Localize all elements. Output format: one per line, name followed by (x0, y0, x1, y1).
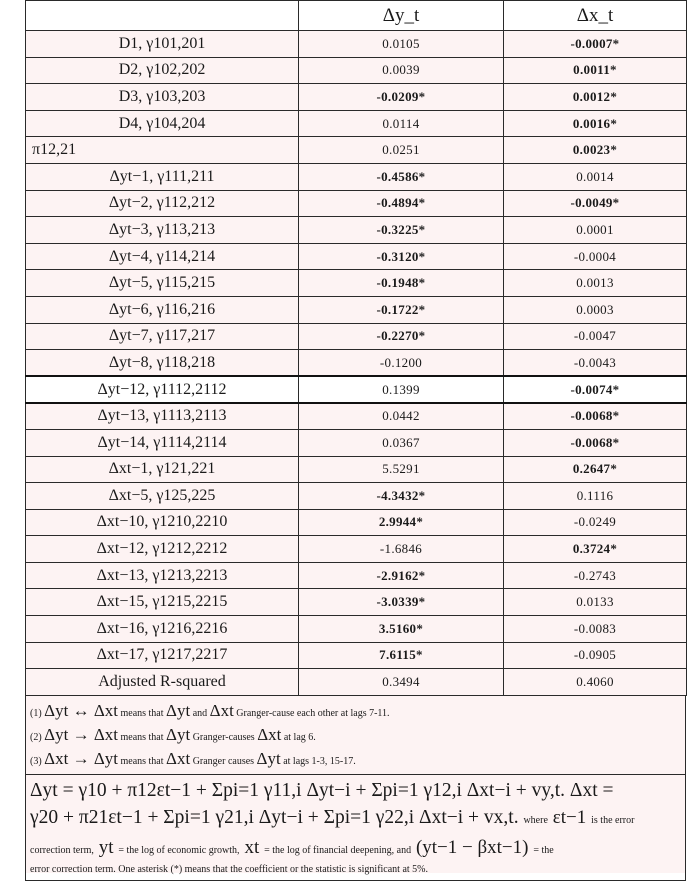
table-row (26, 84, 687, 111)
row-label: Δyt−14, γ1114,2114 (26, 429, 299, 456)
dx-coefficient-cell: -0.0249 (504, 509, 687, 536)
dx-coefficient-cell: 0.0023* (504, 137, 687, 164)
table-row (26, 616, 687, 643)
table-row (26, 403, 687, 430)
dy-coefficient-cell: 0.1399 (299, 376, 504, 403)
dy-coefficient-cell: -0.2270* (299, 323, 504, 350)
note-var: Δyt (256, 748, 281, 768)
dy-coefficient-cell: -3.0339* (299, 589, 504, 616)
table-body (26, 31, 687, 696)
equation-text: is the error (591, 814, 635, 826)
row-label: Δyt−2, γ112,212 (26, 190, 299, 217)
dx-coefficient-cell: -0.0004 (504, 243, 687, 270)
row-label: Δxt−13, γ1213,2213 (26, 562, 299, 589)
row-label: Δxt−1, γ121,221 (26, 456, 299, 483)
table-row (26, 350, 687, 377)
note-var: Δxt (257, 724, 282, 744)
row-label: D3, γ103,203 (26, 84, 299, 111)
row-label: Δyt−6, γ116,216 (26, 296, 299, 323)
note-3 (30, 748, 679, 772)
dx-coefficient-cell: 0.0001 (504, 217, 687, 244)
row-label: Δyt−7, γ117,217 (26, 323, 299, 350)
table-row (26, 509, 687, 536)
model-equations (25, 775, 686, 881)
dy-coefficient-cell: -0.1722* (299, 296, 504, 323)
equation-term: (yt−1 − βxt−1) (415, 836, 529, 858)
row-label: Adjusted R-squared (26, 669, 299, 696)
table-row (26, 31, 687, 58)
note-text: Granger-causes (192, 731, 255, 743)
dy-coefficient-cell: -0.0209* (299, 84, 504, 111)
table-row (26, 270, 687, 297)
note-text: and (192, 707, 208, 719)
table-row (26, 217, 687, 244)
coefficient-table (25, 0, 687, 696)
equation-line-1: Δyt = γ10 + π12εt−1 + Σpi=1 γ11,i Δyt−i + Σpi=1 γ12,i Δxt−i + vy,t. Δxt = (30, 779, 614, 801)
note-var: Δxt (166, 748, 191, 768)
header-dx-column: Δx_t (504, 1, 687, 31)
equation-line-2 (30, 804, 679, 834)
note-text: at lag 6. (283, 731, 316, 743)
dy-coefficient-cell: 0.0114 (299, 110, 504, 137)
header-label-column (26, 1, 299, 31)
dx-coefficient-cell: -0.0068* (504, 403, 687, 430)
row-label: Δyt−13, γ1113,2113 (26, 403, 299, 430)
dy-coefficient-cell: -2.9162* (299, 562, 504, 589)
note-2 (30, 724, 679, 748)
table-row (26, 562, 687, 589)
row-label: D2, γ102,202 (26, 57, 299, 84)
table-row (26, 190, 687, 217)
table-row (26, 57, 687, 84)
row-label: Δxt−10, γ1210,2210 (26, 509, 299, 536)
table-row (26, 429, 687, 456)
row-label: Δyt−1, γ111,211 (26, 163, 299, 190)
table-row (26, 456, 687, 483)
dy-coefficient-cell: 0.0105 (299, 31, 504, 58)
equation-text: = the log of financial deepening, and (264, 844, 412, 856)
dy-coefficient-cell: -0.4894* (299, 190, 504, 217)
row-label: π12,21 (26, 137, 299, 164)
note-text: means that (120, 755, 164, 767)
row-label: Δyt−5, γ115,215 (26, 270, 299, 297)
dy-coefficient-cell: 5.5291 (299, 456, 504, 483)
row-label: Δyt−4, γ114,214 (26, 243, 299, 270)
dx-coefficient-cell: -0.0905 (504, 642, 687, 669)
dx-coefficient-cell: 0.0013 (504, 270, 687, 297)
dx-coefficient-cell: -0.0049* (504, 190, 687, 217)
equation-text: = the log of economic growth, (118, 844, 240, 856)
dx-coefficient-cell: 0.1116 (504, 483, 687, 510)
dy-coefficient-cell: 2.9944* (299, 509, 504, 536)
table-row (26, 296, 687, 323)
dy-coefficient-cell: 3.5160* (299, 616, 504, 643)
table-row (26, 589, 687, 616)
table-row (26, 669, 687, 696)
row-label: Δxt−17, γ1217,2217 (26, 642, 299, 669)
note-1 (30, 700, 679, 724)
row-label: D4, γ104,204 (26, 110, 299, 137)
dy-coefficient-cell: -0.1948* (299, 270, 504, 297)
dx-coefficient-cell: 0.0014 (504, 163, 687, 190)
dy-coefficient-cell: -4.3432* (299, 483, 504, 510)
equation-text: correction term, (30, 844, 94, 856)
row-label: Δyt−12, γ1112,2112 (26, 376, 299, 403)
table-row (26, 163, 687, 190)
dy-coefficient-cell: -1.6846 (299, 536, 504, 563)
dx-coefficient-cell: -0.0083 (504, 616, 687, 643)
row-label: Δxt−15, γ1215,2215 (26, 589, 299, 616)
table-row (26, 642, 687, 669)
dx-coefficient-cell: -0.0068* (504, 429, 687, 456)
dy-coefficient-cell: -0.3225* (299, 217, 504, 244)
dx-coefficient-cell: -0.0043 (504, 350, 687, 377)
note-text: Granger causes (192, 755, 255, 767)
dy-coefficient-cell: 0.0251 (299, 137, 504, 164)
note-number: (3) (30, 755, 42, 767)
dy-coefficient-cell: 0.0367 (299, 429, 504, 456)
dx-coefficient-cell: -0.0007* (504, 31, 687, 58)
equation-dx: γ20 + π21εt−1 + Σpi=1 γ21,i Δyt−i + Σpi=1 γ22,i Δxt−i + vx,t. (30, 806, 519, 828)
table-row (26, 137, 687, 164)
note-text: Granger-cause each other at lags 7-11. (236, 707, 390, 719)
table-row (26, 243, 687, 270)
equation-line-3 (30, 834, 679, 864)
dy-coefficient-cell: 0.0039 (299, 57, 504, 84)
row-label: D1, γ101,201 (26, 31, 299, 58)
causality-notes (25, 696, 686, 775)
note-relation: Δxt → Δyt (44, 748, 118, 768)
dx-coefficient-cell: 0.0016* (504, 110, 687, 137)
equation-term: xt (244, 836, 260, 858)
table-row (26, 323, 687, 350)
row-label: Δyt−3, γ113,213 (26, 217, 299, 244)
note-text: means that (120, 731, 164, 743)
dx-coefficient-cell: 0.4060 (504, 669, 687, 696)
table-row (26, 483, 687, 510)
row-label: Δxt−16, γ1216,2216 (26, 616, 299, 643)
note-text: means that (120, 707, 164, 719)
dx-coefficient-cell: 0.0011* (504, 57, 687, 84)
table-row (26, 110, 687, 137)
dx-coefficient-cell: 0.0003 (504, 296, 687, 323)
note-var: Δxt (209, 700, 234, 720)
note-relation: Δyt ↔ Δxt (44, 700, 118, 720)
dy-coefficient-cell: 7.6115* (299, 642, 504, 669)
dy-coefficient-cell: 0.0442 (299, 403, 504, 430)
note-number: (1) (30, 707, 42, 719)
note-var: Δyt (166, 700, 191, 720)
dx-coefficient-cell: 0.0012* (504, 84, 687, 111)
dy-coefficient-cell: -0.3120* (299, 243, 504, 270)
note-number: (2) (30, 731, 42, 743)
row-label: Δxt−5, γ125,225 (26, 483, 299, 510)
dx-coefficient-cell: -0.2743 (504, 562, 687, 589)
regression-results-document (25, 0, 686, 873)
note-text: at lags 1-3, 15-17. (283, 755, 356, 767)
row-label: Δyt−8, γ118,218 (26, 350, 299, 377)
dx-coefficient-cell: -0.0047 (504, 323, 687, 350)
equation-term: yt (98, 836, 114, 858)
equation-text: = the (533, 844, 554, 856)
row-label: Δxt−12, γ1212,2212 (26, 536, 299, 563)
note-relation: Δyt → Δxt (44, 724, 118, 744)
dx-coefficient-cell: 0.2647* (504, 456, 687, 483)
table-header-row (26, 1, 687, 31)
dx-coefficient-cell: 0.0133 (504, 589, 687, 616)
equation-term: εt−1 (552, 806, 587, 828)
table-row (26, 536, 687, 563)
note-var: Δyt (166, 724, 191, 744)
equation-text: where (523, 814, 548, 826)
dx-coefficient-cell: 0.3724* (504, 536, 687, 563)
table-row (26, 376, 687, 403)
dy-coefficient-cell: -0.4586* (299, 163, 504, 190)
dx-coefficient-cell: -0.0074* (504, 376, 687, 403)
dy-coefficient-cell: 0.3494 (299, 669, 504, 696)
equation-line-4: error correction term. One asterisk (*) means that the coefficient or the statistic is significant at 5%. (30, 863, 429, 875)
dy-coefficient-cell: -0.1200 (299, 350, 504, 377)
header-dy-column: Δy_t (299, 1, 504, 31)
